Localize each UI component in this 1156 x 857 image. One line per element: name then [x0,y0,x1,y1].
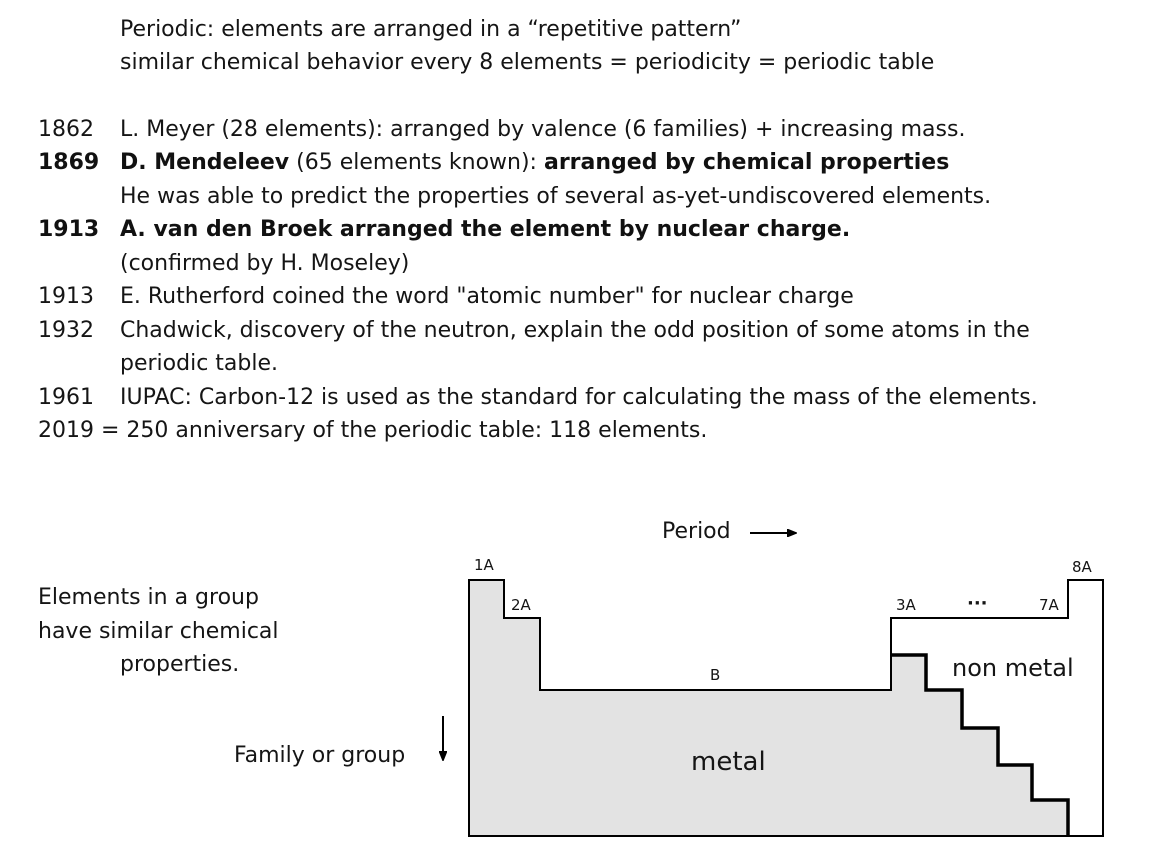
mendeleev-name: D. Mendeleev [120,150,290,175]
group-label-b: B [710,666,721,684]
group-label-8a: 8A [1072,558,1092,576]
group-label-1a: 1A [474,556,494,574]
anniversary-line: 2019 = 250 anniversary of the periodic table: 118 elements. [38,418,708,443]
year-1862: 1862 [38,117,94,142]
group-label-7a: 7A [1039,596,1059,614]
mendeleev-method: arranged by chemical properties [543,150,950,175]
period-label: Period [662,519,731,544]
meyer-text: L. Meyer (28 elements): arranged by valence (6 families) + increasing mass. [120,117,966,142]
group-label-2a: 2A [511,596,531,614]
year-1869: 1869 [38,150,100,175]
group-label-3a: 3A [896,596,916,614]
year-1961: 1961 [38,385,94,410]
group-note-line-2: have similar chemical [38,619,279,644]
year-1932: 1932 [38,318,94,343]
group-ellipsis: ··· [967,593,988,614]
intro-line-2: similar chemical behavior every 8 elements = periodicity = periodic table [120,50,935,75]
intro-line-1: Periodic: elements are arranged in a “repetitive pattern” [120,17,742,42]
iupac-text: IUPAC: Carbon-12 is used as the standard for calculating the mass of the elements. [120,385,1038,410]
year-1913-broek: 1913 [38,217,100,242]
family-label: Family or group [234,743,406,768]
chadwick-text: Chadwick, discovery of the neutron, explain the odd position of some atoms in the [120,318,1030,343]
chadwick-continuation: periodic table. [120,351,278,376]
rutherford-text: E. Rutherford coined the word "atomic number" for nuclear charge [120,284,854,309]
mendeleev-count: (65 elements known): [289,150,544,175]
group-note-line-3: properties. [120,652,240,677]
mendeleev-continuation: He was able to predict the properties of several as-yet-undiscovered elements. [120,184,992,209]
year-1913-rutherford: 1913 [38,284,94,309]
broek-continuation: (confirmed by H. Moseley) [120,251,410,276]
metal-label: metal [691,747,766,777]
broek-text: A. van den Broek arranged the element by nuclear charge. [120,217,851,242]
nonmetal-label: non metal [952,654,1074,682]
group-note-line-1: Elements in a group [38,585,259,610]
